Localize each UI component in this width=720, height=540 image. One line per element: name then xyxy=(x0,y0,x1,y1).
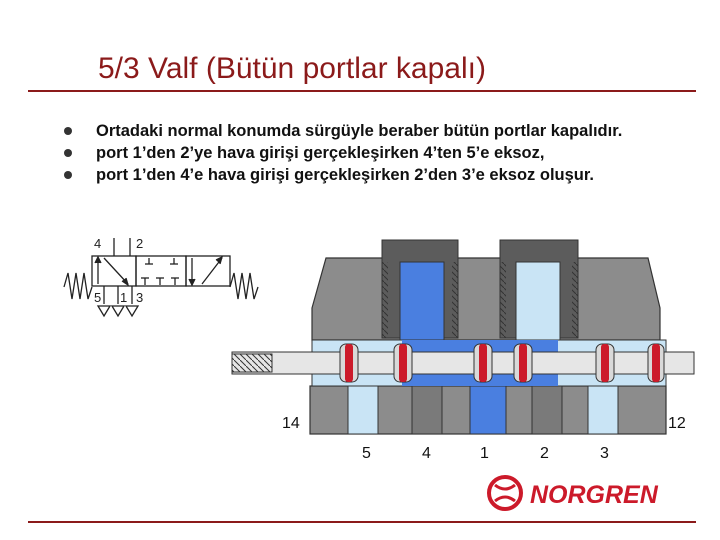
port-label-4: 4 xyxy=(422,445,431,462)
spool-rod xyxy=(232,352,694,374)
port-label-1: 1 xyxy=(480,445,489,462)
exhaust-triangle-icon xyxy=(126,306,138,316)
pressure-triangle-icon xyxy=(112,306,124,316)
bullet-text: port 1’den 4’e hava girişi gerçekleşirken 2’den 3’e eksoz oluşur. xyxy=(96,166,594,184)
pilot-label-12: 12 xyxy=(668,415,686,432)
norgren-logo-icon xyxy=(489,477,521,509)
port-label-3: 3 xyxy=(600,445,609,462)
symbol-port-label-5: 5 xyxy=(94,290,102,305)
port-3-passage xyxy=(588,386,618,434)
body-pillar xyxy=(532,386,562,434)
pilot-label-14: 14 xyxy=(282,415,300,432)
port-4-passage xyxy=(400,262,444,345)
exhaust-triangle-icon xyxy=(98,306,110,316)
port-5-passage xyxy=(348,386,378,434)
left-spring-icon xyxy=(64,273,92,299)
symbol-port-label-4: 4 xyxy=(94,236,102,251)
port-1-passage xyxy=(470,386,506,434)
slide-title: 5/3 Valf (Bütün portlar kapalı) xyxy=(98,52,486,85)
valve-cross-section xyxy=(232,240,694,434)
bullet-text: port 1’den 2’ye hava girişi gerçekleşirken 4’ten 5’e eksoz, xyxy=(96,144,545,162)
symbol-port-label-2: 2 xyxy=(136,236,144,251)
symbol-port-label-3: 3 xyxy=(136,290,144,305)
valve-body-top xyxy=(312,258,660,340)
port-2-passage xyxy=(516,262,560,345)
norgren-logo-text: NORGREN xyxy=(530,481,658,509)
port-label-2: 2 xyxy=(540,445,549,462)
symbol-port-label-1: 1 xyxy=(120,290,128,305)
norgren-logo xyxy=(489,477,659,509)
spool-rod-thread xyxy=(232,354,272,372)
body-pillar xyxy=(412,386,442,434)
symbol-envelope-center xyxy=(136,256,186,286)
port-label-5: 5 xyxy=(362,445,371,462)
right-spring-icon xyxy=(230,273,258,299)
bullet-text: Ortadaki normal konumda sürgüyle beraber bütün portlar kapalıdır. xyxy=(96,122,623,140)
footer-divider xyxy=(28,521,696,523)
